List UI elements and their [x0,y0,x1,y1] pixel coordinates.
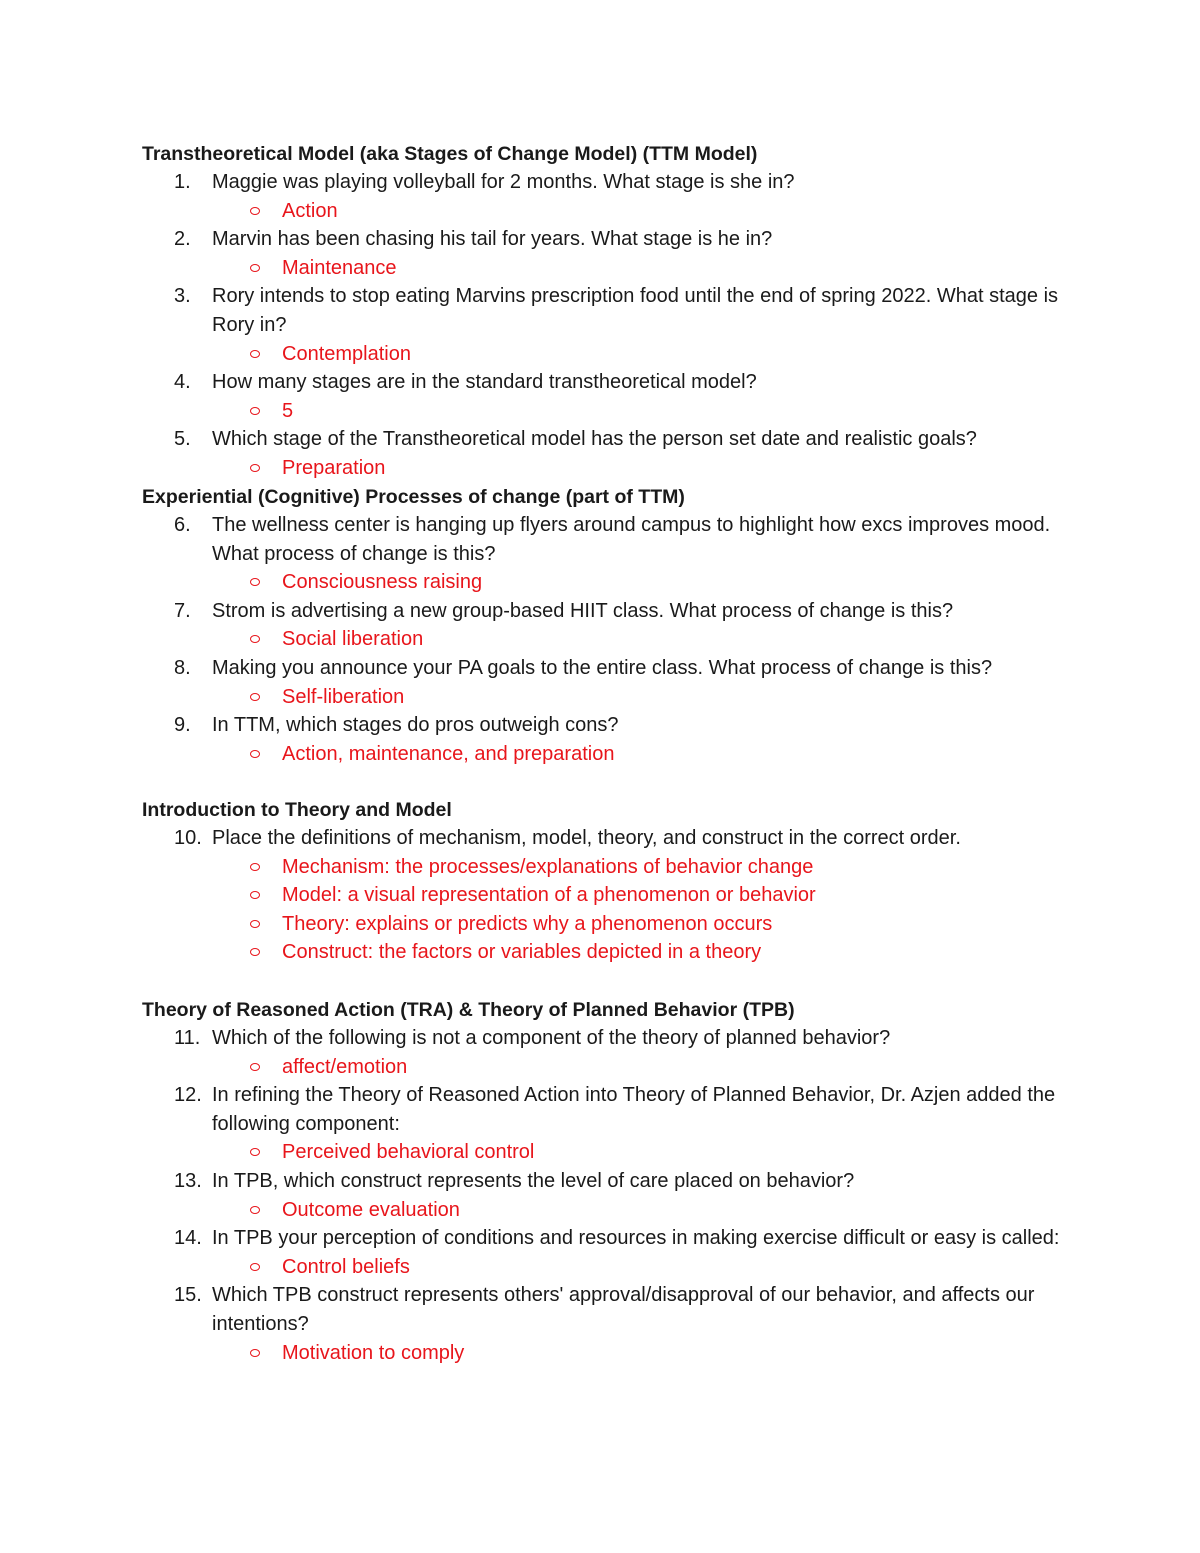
answer-item [142,853,1102,882]
answer-text: Action [282,199,338,222]
question-text: In refining the Theory of Reasoned Action into Theory of Planned Behavior, Dr. Azjen added the following component: [212,1084,1056,1135]
answer-item [142,340,1102,369]
circle-bullet-icon [250,350,260,358]
question-number: 3. [174,285,191,308]
question-number: 4. [174,371,191,394]
answer-item [142,1053,1102,1082]
question-text: Marvin has been chasing his tail for years. What stage is he in? [212,228,773,251]
circle-bullet-icon [250,207,260,215]
question-text: Which TPB construct represents others' approval/disapproval of our behavior, and affects our intentions? [212,1284,1035,1335]
question-item [142,1167,1102,1196]
answer-item [142,254,1102,283]
question-item [142,225,1102,254]
question-text: Which stage of the Transtheoretical model has the person set date and realistic goals? [212,428,977,451]
circle-bullet-icon [250,920,260,928]
section-ttm [142,140,1102,483]
question-item [142,511,1102,568]
question-item [142,1081,1102,1138]
question-number: 11. [174,1027,201,1049]
question-item [142,1024,1102,1053]
answer-text: Construct: the factors or variables depicted in a theory [282,941,762,964]
question-item [142,168,1102,197]
section-experiential-processes [142,483,1102,768]
circle-bullet-icon [250,464,260,472]
circle-bullet-icon [250,693,260,701]
answer-item [142,1339,1102,1368]
answer-text: affect/emotion [282,1055,408,1078]
answer-text: Action, maintenance, and preparation [282,742,615,765]
circle-bullet-icon [250,948,260,956]
question-number: 14. [174,1227,202,1250]
circle-bullet-icon [250,635,260,643]
answer-text: Perceived behavioral control [282,1141,535,1164]
circle-bullet-icon [250,863,260,871]
question-item [142,711,1102,740]
section-heading: Transtheoretical Model (aka Stages of Change Model) (TTM Model) [142,143,758,165]
question-text: The wellness center is hanging up flyers around campus to highlight how excs improves mood. What process of change is this? [212,514,1051,565]
question-item [142,654,1102,683]
section-heading: Introduction to Theory and Model [142,799,452,821]
circle-bullet-icon [250,1063,260,1071]
answer-text: Motivation to comply [282,1341,465,1364]
circle-bullet-icon [250,1206,260,1214]
question-number: 13. [174,1169,202,1192]
question-number: 2. [174,228,191,251]
answer-item [142,625,1102,654]
answer-item [142,1253,1102,1282]
section-heading: Experiential (Cognitive) Processes of change (part of TTM) [142,486,685,508]
question-item [142,597,1102,626]
answer-item [142,910,1102,939]
circle-bullet-icon [250,750,260,758]
question-number: 9. [174,714,191,737]
answer-text: Theory: explains or predicts why a phenomenon occurs [282,912,773,935]
question-text: In TPB your perception of conditions and resources in making exercise difficult or easy is called: [212,1227,1060,1250]
question-text: Place the definitions of mechanism, model, theory, and construct in the correct order. [212,827,961,849]
answer-item [142,740,1102,769]
answer-item [142,1138,1102,1167]
question-item [142,425,1102,454]
answer-item [142,1196,1102,1225]
question-text: How many stages are in the standard transtheoretical model? [212,371,757,394]
answer-item [142,454,1102,483]
section-tra-tpb [142,996,1102,1367]
circle-bullet-icon [250,407,260,415]
question-text: In TTM, which stages do pros outweigh cons? [212,714,619,737]
answer-text: 5 [282,399,294,422]
section-intro-theory-model [142,796,1102,967]
question-item [142,1281,1102,1338]
answer-text: Self-liberation [282,685,405,708]
answer-text: Outcome evaluation [282,1198,460,1221]
question-item [142,1224,1102,1253]
question-text: Maggie was playing volleyball for 2 months. What stage is she in? [212,171,795,193]
answer-item [142,683,1102,712]
question-text: Which of the following is not a component of the theory of planned behavior? [212,1027,891,1049]
question-number: 6. [174,514,191,536]
question-text: Rory intends to stop eating Marvins prescription food until the end of spring 2022. What stage is Rory in? [212,285,1059,336]
question-number: 1. [174,171,191,193]
answer-text: Social liberation [282,628,424,651]
circle-bullet-icon [250,1263,260,1271]
circle-bullet-icon [250,578,260,586]
question-number: 12. [174,1084,202,1107]
circle-bullet-icon [250,1349,260,1357]
circle-bullet-icon [250,891,260,899]
circle-bullet-icon [250,1148,260,1156]
answer-text: Maintenance [282,256,397,279]
question-number: 7. [174,599,191,622]
question-text: Making you announce your PA goals to the entire class. What process of change is this? [212,656,993,679]
question-text: In TPB, which construct represents the level of care placed on behavior? [212,1169,855,1192]
answer-item [142,568,1102,597]
answer-item [142,881,1102,910]
answer-text: Contemplation [282,342,411,365]
question-number: 5. [174,428,191,451]
answer-item [142,197,1102,226]
answer-text: Mechanism: the processes/explanations of behavior change [282,855,814,878]
question-item [142,368,1102,397]
question-text: Strom is advertising a new group-based HIIT class. What process of change is this? [212,599,954,622]
question-number: 10. [174,827,202,849]
answer-text: Control beliefs [282,1255,410,1278]
question-number: 15. [174,1284,202,1307]
answer-item [142,938,1102,967]
answer-text: Preparation [282,456,386,479]
answer-item [142,397,1102,426]
answer-text: Model: a visual representation of a phenomenon or behavior [282,884,816,907]
circle-bullet-icon [250,264,260,272]
answer-text: Consciousness raising [282,571,483,594]
question-item [142,282,1102,339]
question-number: 8. [174,656,191,679]
question-item [142,824,1102,853]
section-heading: Theory of Reasoned Action (TRA) & Theory of Planned Behavior (TPB) [142,999,795,1021]
